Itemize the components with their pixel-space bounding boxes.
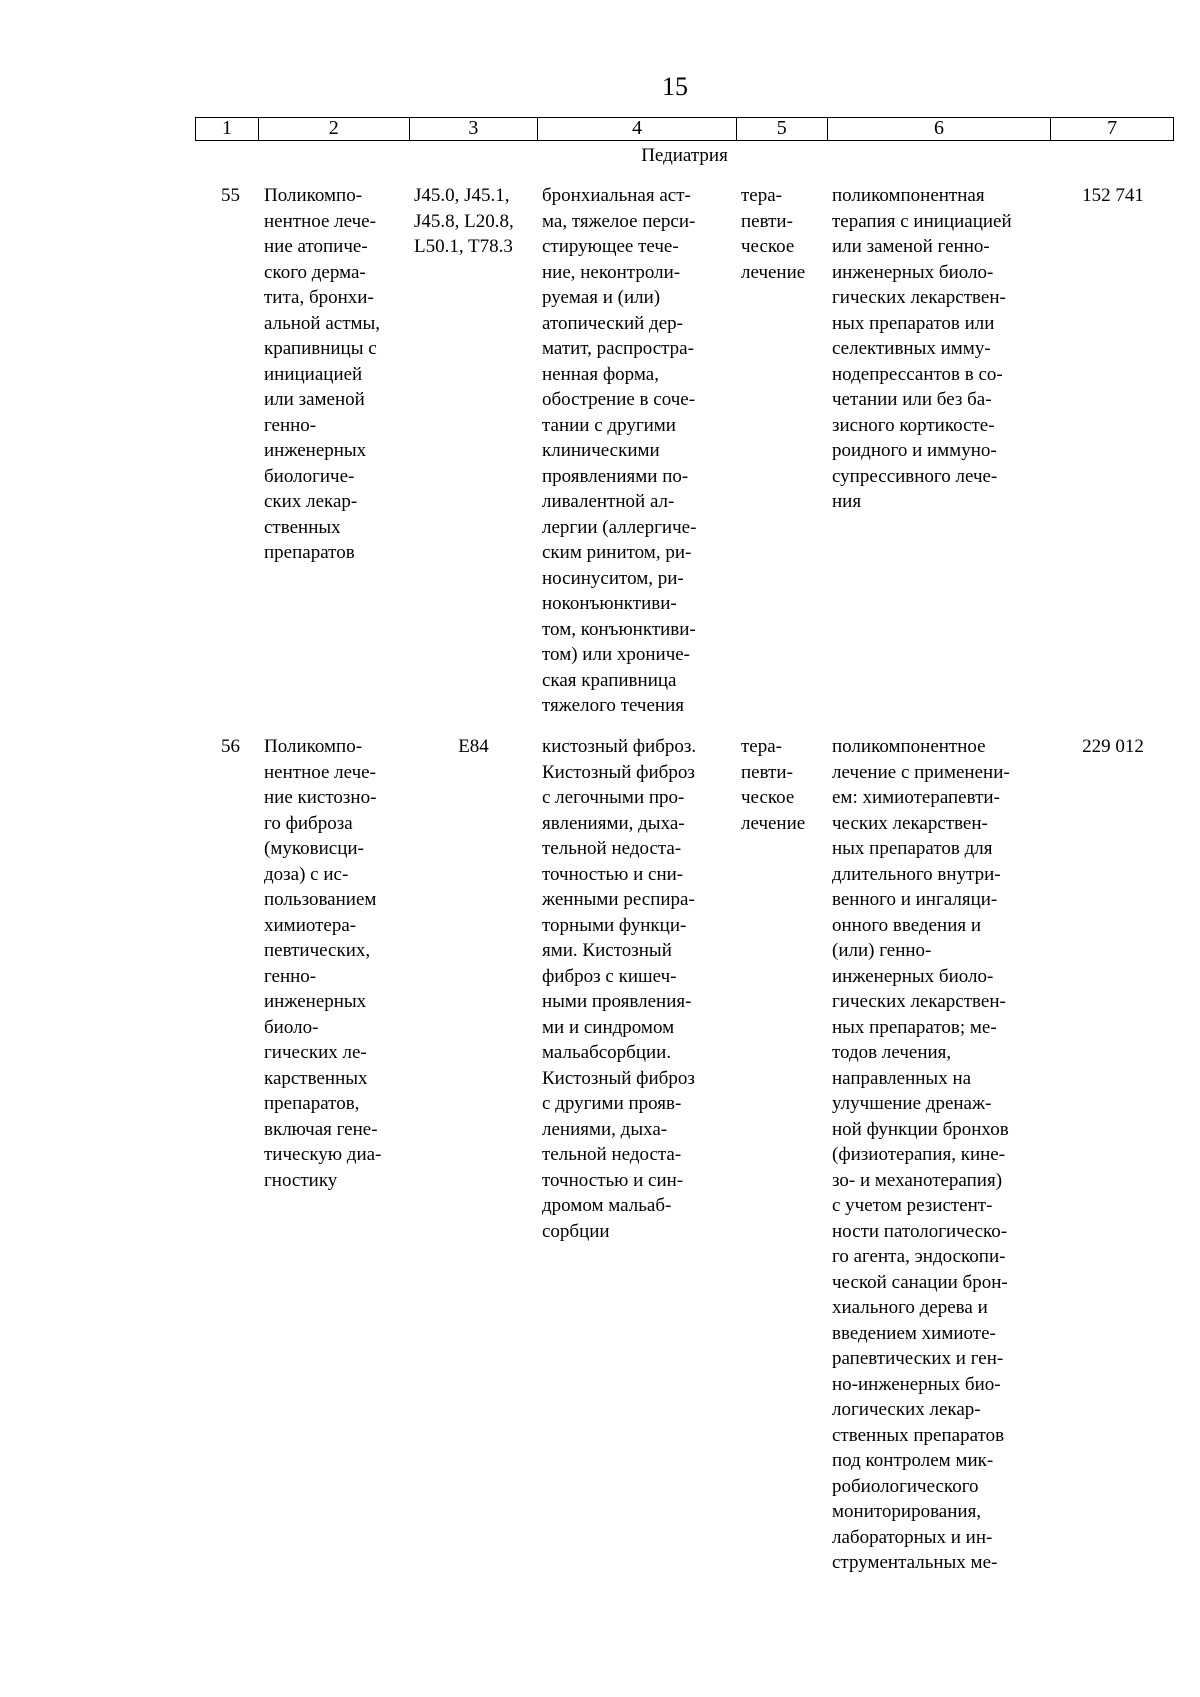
treatment-method: поликомпонентное лечение с применени- ем: химиотерапевти- ческих лекарствен- ных препаратов для длительного внутри- венного и ингаляци- онного введения и (или) генно- инженерных биоло- гических лекарствен- ных препаратов; ме- тодов лечения, направленных на улучшение дренаж- ной функции бронхов (физиотерапия, кине- зо- и механотерапия) с учетом резистент- ности патологическо- го агента, эндоскопи- ческой санации брон- хиального дерева и введением химиоте- рапевтических и ген- но-инженерных био- логических лекар- ственных препаратов под контролем мик- робиологического мониторирования, лабораторных и ин- струментальных ме- <box>832 736 1010 1573</box>
header-col-6: 6 <box>828 118 1052 140</box>
header-col-7: 7 <box>1107 117 1118 139</box>
page-number: 15 <box>662 72 688 101</box>
patient-model: кистозный фиброз. Кистозный фиброз с легочными про- явлениями, дыха- тельной недоста- точностью и сни- женными респира- торными функци- ями. Кистозный фиброз с кишеч- ными проявления- ми и синдромом мальабсорбции. Кистозный фиброз с другими прояв- лениями, дыха- тельной недоста- точностью и син- дромом мальаб- сорбции <box>542 736 697 1242</box>
table-row <box>195 734 1174 1576</box>
cost-norm: 152 741 <box>1082 185 1144 206</box>
table-header-row <box>195 117 1174 141</box>
treatment-method: поликомпонентная терапия с инициацией или заменой генно- инженерных биоло- гических лекарствен- ных препаратов или селективных имму- нодепрессантов в со- четании или без ба- зисного кортикосте- роидного и иммуно- супрессивного лече- ния <box>832 185 1012 512</box>
table-row <box>195 183 1174 719</box>
icd-codes: E84 <box>458 736 489 757</box>
row-number: 56 <box>221 736 240 757</box>
care-type-name: Поликомпо- нентное лече- ние кистозно- го фиброза (муковисци- доза) с ис- пользованием химиотера- певтических, генно- инженерных биоло- гических ле- карственных препаратов, включая гене- тическую диа- гностику <box>264 736 382 1191</box>
header-col-4: 4 <box>538 118 737 140</box>
treatment-type: тера- певти- ческое лечение <box>741 736 806 834</box>
care-type-name: Поликомпо- нентное лече- ние атопиче- ского дерма- тита, бронхи- альной астмы, крапивницы с инициацией или заменой генно- инженерных биологиче- ских лекар- ственных препаратов <box>264 185 381 563</box>
patient-model: бронхиальная аст- ма, тяжелое перси- стирующее тече- ние, неконтроли- руемая и (или) атопический дер- матит, распростра- ненная форма, обострение в соче- тании с другими клиническими проявлениями по- ливалентной ал- лергии (аллергиче- ским ринитом, ри- носинуситом, ри- ноконъюнктиви- том, конъюнктиви- том) или хрониче- ская крапивница тяжелого течения <box>542 185 697 716</box>
section-title: Педиатрия <box>641 145 728 166</box>
cost-norm: 229 012 <box>1082 736 1144 757</box>
treatment-type: тера- певти- ческое лечение <box>741 185 806 283</box>
header-col-5: 5 <box>737 118 828 140</box>
header-col-3: 3 <box>410 118 539 140</box>
row-number: 55 <box>221 185 240 206</box>
header-col-1: 1 <box>196 118 259 140</box>
icd-codes: J45.0, J45.1, J45.8, L20.8, L50.1, T78.3 <box>414 185 514 257</box>
header-col-2: 2 <box>259 118 410 140</box>
